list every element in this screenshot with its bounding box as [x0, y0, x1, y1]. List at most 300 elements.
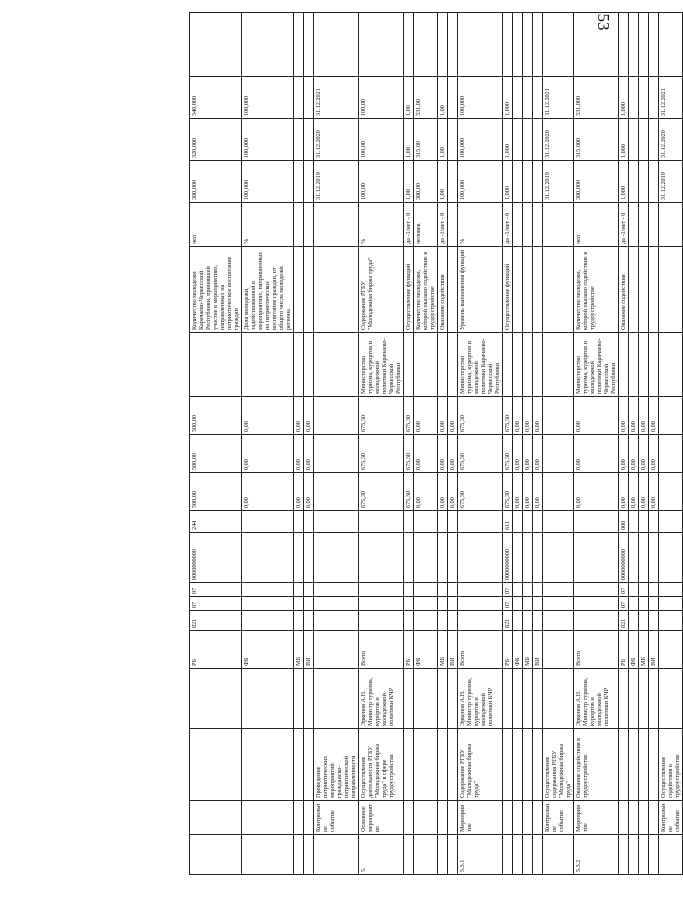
cell-rz	[523, 597, 533, 611]
cell-num	[414, 835, 438, 875]
cell-t2020	[639, 119, 649, 161]
cell-num	[639, 835, 649, 875]
cell-desc	[639, 729, 649, 801]
cell-desc: Содержание РГБУ "Молодежная биржа труда"	[458, 729, 503, 801]
cell-resp: Эркенов А.Н. Министр туризма, курортов и молодежной политики КЧР	[574, 669, 619, 729]
cell-src: МБ	[438, 631, 448, 669]
cell-name	[649, 801, 659, 835]
cell-vr	[359, 511, 404, 533]
cell-vr: 611	[503, 511, 513, 533]
cell-name: Основное мероприятие	[359, 801, 404, 835]
cell-y2019: 0,00	[448, 473, 458, 511]
cell-resp	[513, 669, 523, 729]
cell-pr: 07	[190, 583, 242, 597]
cell-resp	[294, 669, 304, 729]
cell-pr: 07	[619, 583, 629, 597]
cell-src: РБ	[619, 631, 629, 669]
cell-t2019	[294, 161, 304, 203]
cell-agency	[414, 333, 438, 397]
cell-csr	[659, 533, 683, 583]
cell-rz	[649, 597, 659, 611]
cell-unit: %	[458, 203, 503, 247]
cell-y2020: 0,00	[523, 435, 533, 473]
cell-t2020	[523, 119, 533, 161]
cell-agency	[619, 333, 629, 397]
table-row	[448, 13, 458, 875]
cell-pr	[649, 583, 659, 597]
cell-name	[629, 801, 639, 835]
cell-t2021: 31.12.2021	[659, 77, 683, 119]
cell-agency	[523, 333, 533, 397]
cell-vr	[659, 511, 683, 533]
cell-src: ВИ	[533, 631, 543, 669]
table-row	[649, 13, 659, 875]
cell-csr	[574, 533, 619, 583]
cell-t2019: 100,000	[458, 161, 503, 203]
cell-unit	[659, 203, 683, 247]
cell-num	[314, 835, 359, 875]
cell-agency: Министерство туризма, курортов и молодежной политики Карачаево-Черкесской Республики	[359, 333, 404, 397]
cell-ind_name: Доля молодежи, задействованной в мероприятиях, направленных на патриотическое воспитание граждан, от общего числа молодежи региона	[242, 247, 294, 333]
cell-agency	[448, 333, 458, 397]
cell-rz	[438, 597, 448, 611]
cell-resp	[314, 669, 359, 729]
cell-t2019: 100,00	[359, 161, 404, 203]
cell-pr: 07	[503, 583, 513, 597]
cell-y2020: 675,30	[458, 435, 503, 473]
activity-row	[359, 13, 404, 875]
cell-num: 5.3.1	[458, 835, 503, 875]
cell-csr	[448, 533, 458, 583]
cell-unit: чел	[190, 203, 242, 247]
cell-agency	[242, 333, 294, 397]
cell-t2020: 1,00	[404, 119, 414, 161]
cell-csr	[359, 533, 404, 583]
cell-y2021: 0,00	[448, 397, 458, 435]
cell-t2021: 1,000	[619, 77, 629, 119]
cell-resp	[448, 669, 458, 729]
cell-agency	[659, 333, 683, 397]
cell-csr	[458, 533, 503, 583]
cell-agency: Министерство туризма, курортов и молодежной политики Карачаево-Черкесской Республики	[458, 333, 503, 397]
cell-vr: 000	[619, 511, 629, 533]
table-row	[619, 13, 629, 875]
cell-y2020: 0,00	[438, 435, 448, 473]
cell-t2021: 1,00	[404, 77, 414, 119]
cell-y2021: 675,30	[404, 397, 414, 435]
cell-desc	[619, 729, 629, 801]
cell-grbs	[404, 611, 414, 631]
cell-y2020: 0,00	[619, 435, 629, 473]
cell-unit: да -1/нет - 0	[438, 203, 448, 247]
cell-y2020: 675,30	[503, 435, 513, 473]
cell-t2020: 31.12.2020	[659, 119, 683, 161]
cell-unit: да -1/нет - 0	[619, 203, 629, 247]
cell-y2020: 0,00	[574, 435, 619, 473]
cell-pr	[314, 583, 359, 597]
cell-csr	[629, 533, 639, 583]
cell-ind_name: Осуществление функций	[503, 247, 513, 333]
cell-csr	[513, 533, 523, 583]
activity-row	[458, 13, 503, 875]
table-body	[190, 13, 683, 875]
cell-extra	[404, 13, 414, 77]
cell-y2020: 675,30	[404, 435, 414, 473]
cell-desc: Оказание содействия в трудоустройстве	[574, 729, 619, 801]
cell-vr	[574, 511, 619, 533]
cell-src	[659, 631, 683, 669]
cell-y2021: 0,00	[639, 397, 649, 435]
cell-resp	[533, 669, 543, 729]
cell-vr	[414, 511, 438, 533]
cell-t2021	[533, 77, 543, 119]
cell-name	[523, 801, 533, 835]
cell-y2020	[543, 435, 574, 473]
cell-src: Всего	[359, 631, 404, 669]
cell-num	[190, 835, 242, 875]
cell-vr	[649, 511, 659, 533]
cell-name	[503, 801, 513, 835]
cell-num	[543, 835, 574, 875]
cell-pr	[242, 583, 294, 597]
cell-num	[523, 835, 533, 875]
cell-grbs: 821	[503, 611, 513, 631]
cell-grbs	[543, 611, 574, 631]
control-event-row	[314, 13, 359, 875]
cell-ind_name	[639, 247, 649, 333]
cell-t2019	[629, 161, 639, 203]
cell-t2020	[629, 119, 639, 161]
cell-num	[242, 835, 294, 875]
table-row	[190, 13, 242, 875]
cell-y2019: 675,30	[503, 473, 513, 511]
cell-csr	[294, 533, 304, 583]
cell-y2019: 0,00	[574, 473, 619, 511]
table-row	[438, 13, 448, 875]
cell-src: РБ	[404, 631, 414, 669]
cell-rz	[513, 597, 523, 611]
cell-ind_name	[294, 247, 304, 333]
cell-agency	[513, 333, 523, 397]
cell-t2021: 100,000	[458, 77, 503, 119]
cell-rz	[629, 597, 639, 611]
cell-desc: Осуществление содержания РГБУ "Молодежная биржа труда"	[543, 729, 574, 801]
cell-resp	[503, 669, 513, 729]
cell-pr	[438, 583, 448, 597]
cell-y2019: 0,00	[619, 473, 629, 511]
cell-rz	[533, 597, 543, 611]
rotated-table-wrapper	[189, 13, 681, 875]
cell-t2021	[513, 77, 523, 119]
cell-resp	[438, 669, 448, 729]
table-row	[304, 13, 314, 875]
cell-ind_name: Количество молодежи, которой оказано содействие в трудоустройстве	[414, 247, 438, 333]
cell-rz	[304, 597, 314, 611]
cell-y2021: 0,00	[619, 397, 629, 435]
cell-name: Мероприятие	[458, 801, 503, 835]
cell-extra	[513, 13, 523, 77]
cell-num	[629, 835, 639, 875]
cell-src: ВИ	[649, 631, 659, 669]
cell-desc	[414, 729, 438, 801]
cell-t2021: 1,00	[438, 77, 448, 119]
cell-unit: %	[242, 203, 294, 247]
cell-agency	[304, 333, 314, 397]
cell-desc: Осуществление деятельности РГБУ "Молодежная биржа труда" в сфере трудоустройства	[359, 729, 404, 801]
cell-src: ФБ	[513, 631, 523, 669]
cell-y2021: 0,00	[649, 397, 659, 435]
cell-agency: Министерство туризма, курортов и молодежной политики Карачаево-Черкесской Республики	[574, 333, 619, 397]
cell-resp	[404, 669, 414, 729]
cell-t2019: 31.12.2019	[314, 161, 359, 203]
cell-rz	[242, 597, 294, 611]
cell-src: ВИ	[448, 631, 458, 669]
cell-y2021: 0,00	[533, 397, 543, 435]
cell-y2019	[659, 473, 683, 511]
table-row	[629, 13, 639, 875]
cell-num	[438, 835, 448, 875]
cell-y2020: 0,00	[304, 435, 314, 473]
cell-y2021	[543, 397, 574, 435]
cell-unit	[533, 203, 543, 247]
cell-grbs	[574, 611, 619, 631]
cell-rz: 07	[619, 597, 629, 611]
cell-pr	[404, 583, 414, 597]
cell-agency	[629, 333, 639, 397]
cell-t2019	[513, 161, 523, 203]
cell-pr	[574, 583, 619, 597]
cell-grbs	[659, 611, 683, 631]
cell-unit: да -1/нет - 0	[503, 203, 513, 247]
cell-extra	[574, 13, 619, 77]
cell-t2019	[649, 161, 659, 203]
cell-t2019: 31.12.2019	[659, 161, 683, 203]
cell-y2021	[659, 397, 683, 435]
cell-pr	[629, 583, 639, 597]
cell-y2020	[314, 435, 359, 473]
cell-desc	[404, 729, 414, 801]
cell-ind_name: Содержание РГБУ "Молодежная биржа труда"	[359, 247, 404, 333]
cell-t2021	[523, 77, 533, 119]
cell-csr	[304, 533, 314, 583]
cell-grbs	[304, 611, 314, 631]
cell-t2020: 320,000	[190, 119, 242, 161]
cell-pr	[659, 583, 683, 597]
cell-desc: Проведение патриотических мероприятий гражданско-патриотической направленности	[314, 729, 359, 801]
cell-resp	[543, 669, 574, 729]
cell-y2021: 0,00	[294, 397, 304, 435]
cell-pr	[543, 583, 574, 597]
cell-resp	[190, 669, 242, 729]
cell-pr	[458, 583, 503, 597]
cell-y2020	[659, 435, 683, 473]
cell-src: МБ	[523, 631, 533, 669]
cell-grbs	[523, 611, 533, 631]
cell-num	[533, 835, 543, 875]
cell-t2021: 100,000	[242, 77, 294, 119]
cell-ind_name	[523, 247, 533, 333]
cell-t2021	[304, 77, 314, 119]
cell-agency	[533, 333, 543, 397]
cell-t2019	[523, 161, 533, 203]
page-number: 53	[594, 13, 613, 31]
cell-vr	[639, 511, 649, 533]
cell-num	[659, 835, 683, 875]
cell-name	[242, 801, 294, 835]
cell-t2021: 331,000	[574, 77, 619, 119]
cell-name: Контрольное событие	[314, 801, 359, 835]
cell-resp	[619, 669, 629, 729]
cell-grbs	[438, 611, 448, 631]
cell-agency	[543, 333, 574, 397]
cell-t2020: 31.12.2020	[314, 119, 359, 161]
table-row	[414, 13, 438, 875]
cell-agency	[503, 333, 513, 397]
cell-agency	[438, 333, 448, 397]
cell-name	[304, 801, 314, 835]
cell-src: ФБ	[629, 631, 639, 669]
cell-src: РБ	[190, 631, 242, 669]
cell-unit: человек	[414, 203, 438, 247]
cell-extra	[533, 13, 543, 77]
cell-desc	[533, 729, 543, 801]
cell-t2021: 1,000	[503, 77, 513, 119]
cell-y2019: 0,00	[533, 473, 543, 511]
cell-csr: 0000000000	[190, 533, 242, 583]
cell-csr	[438, 533, 448, 583]
program-activities-table	[189, 12, 683, 875]
cell-vr	[513, 511, 523, 533]
cell-csr	[314, 533, 359, 583]
cell-grbs: 821	[619, 611, 629, 631]
cell-desc	[523, 729, 533, 801]
cell-t2020: 31.12.2020	[543, 119, 574, 161]
cell-src: Всего	[574, 631, 619, 669]
cell-t2019: 1,00	[438, 161, 448, 203]
cell-y2021: 0,00	[574, 397, 619, 435]
cell-unit	[523, 203, 533, 247]
cell-extra	[458, 13, 503, 77]
cell-name	[294, 801, 304, 835]
cell-name	[438, 801, 448, 835]
cell-t2021	[639, 77, 649, 119]
cell-t2020	[533, 119, 543, 161]
cell-csr	[523, 533, 533, 583]
cell-name	[404, 801, 414, 835]
cell-t2021: 31.12.2021	[543, 77, 574, 119]
cell-y2019: 0,00	[242, 473, 294, 511]
cell-y2021: 0,00	[629, 397, 639, 435]
cell-csr	[543, 533, 574, 583]
cell-ind_name: Количество молодежи, которой оказано содействие в трудоустройстве	[574, 247, 619, 333]
cell-unit	[304, 203, 314, 247]
cell-t2021	[649, 77, 659, 119]
cell-t2021: 331,00	[414, 77, 438, 119]
cell-agency	[190, 333, 242, 397]
cell-extra	[304, 13, 314, 77]
cell-resp: Эркенов А.Н. Министр туризма, курортов и молодежной политики КЧР	[458, 669, 503, 729]
cell-resp	[639, 669, 649, 729]
table-row	[404, 13, 414, 875]
cell-y2021	[314, 397, 359, 435]
cell-desc	[649, 729, 659, 801]
cell-grbs	[513, 611, 523, 631]
cell-rz	[543, 597, 574, 611]
cell-vr	[404, 511, 414, 533]
cell-rz	[458, 597, 503, 611]
cell-grbs	[649, 611, 659, 631]
cell-extra	[629, 13, 639, 77]
cell-unit	[448, 203, 458, 247]
table-row	[639, 13, 649, 875]
cell-src: МБ	[294, 631, 304, 669]
cell-vr	[438, 511, 448, 533]
cell-extra	[619, 13, 629, 77]
cell-pr	[639, 583, 649, 597]
cell-grbs	[639, 611, 649, 631]
cell-vr	[629, 511, 639, 533]
cell-name: Контрольное событие	[659, 801, 683, 835]
cell-unit	[314, 203, 359, 247]
cell-src: ВИ	[304, 631, 314, 669]
cell-rz	[574, 597, 619, 611]
cell-name	[639, 801, 649, 835]
cell-y2020: 0,00	[639, 435, 649, 473]
cell-unit: %	[359, 203, 404, 247]
cell-y2021: 0,00	[513, 397, 523, 435]
cell-vr	[314, 511, 359, 533]
cell-ind_name	[543, 247, 574, 333]
cell-t2019	[448, 161, 458, 203]
cell-y2019: 0,00	[294, 473, 304, 511]
cell-ind_name: Количество молодежи Карачаево-Черкесской Республики, принявшей участие в мероприятиях, направленных на патриотическое воспитание граждан	[190, 247, 242, 333]
cell-grbs	[359, 611, 404, 631]
cell-t2021	[629, 77, 639, 119]
cell-extra	[659, 13, 683, 77]
cell-y2019: 0,00	[523, 473, 533, 511]
cell-name	[414, 801, 438, 835]
cell-y2021: 675,30	[503, 397, 513, 435]
cell-desc	[304, 729, 314, 801]
cell-resp	[659, 669, 683, 729]
cell-y2020: 0,00	[533, 435, 543, 473]
cell-resp	[242, 669, 294, 729]
cell-t2019: 300,000	[574, 161, 619, 203]
cell-t2020: 315,000	[574, 119, 619, 161]
cell-rz	[359, 597, 404, 611]
control-event-row	[543, 13, 574, 875]
cell-ind_name: Оказание содействия	[619, 247, 629, 333]
cell-resp	[629, 669, 639, 729]
cell-y2019: 675,30	[458, 473, 503, 511]
cell-y2020: 675,30	[359, 435, 404, 473]
cell-t2020	[294, 119, 304, 161]
cell-y2019	[543, 473, 574, 511]
cell-grbs	[414, 611, 438, 631]
cell-num	[503, 835, 513, 875]
cell-unit: да -1/нет - 0	[404, 203, 414, 247]
cell-desc	[629, 729, 639, 801]
cell-extra	[294, 13, 304, 77]
cell-pr	[523, 583, 533, 597]
cell-t2020: 1,000	[503, 119, 513, 161]
cell-num	[448, 835, 458, 875]
cell-grbs	[533, 611, 543, 631]
cell-y2020: 500,00	[190, 435, 242, 473]
cell-rz	[294, 597, 304, 611]
cell-y2021: 0,00	[414, 397, 438, 435]
cell-src: МБ	[639, 631, 649, 669]
